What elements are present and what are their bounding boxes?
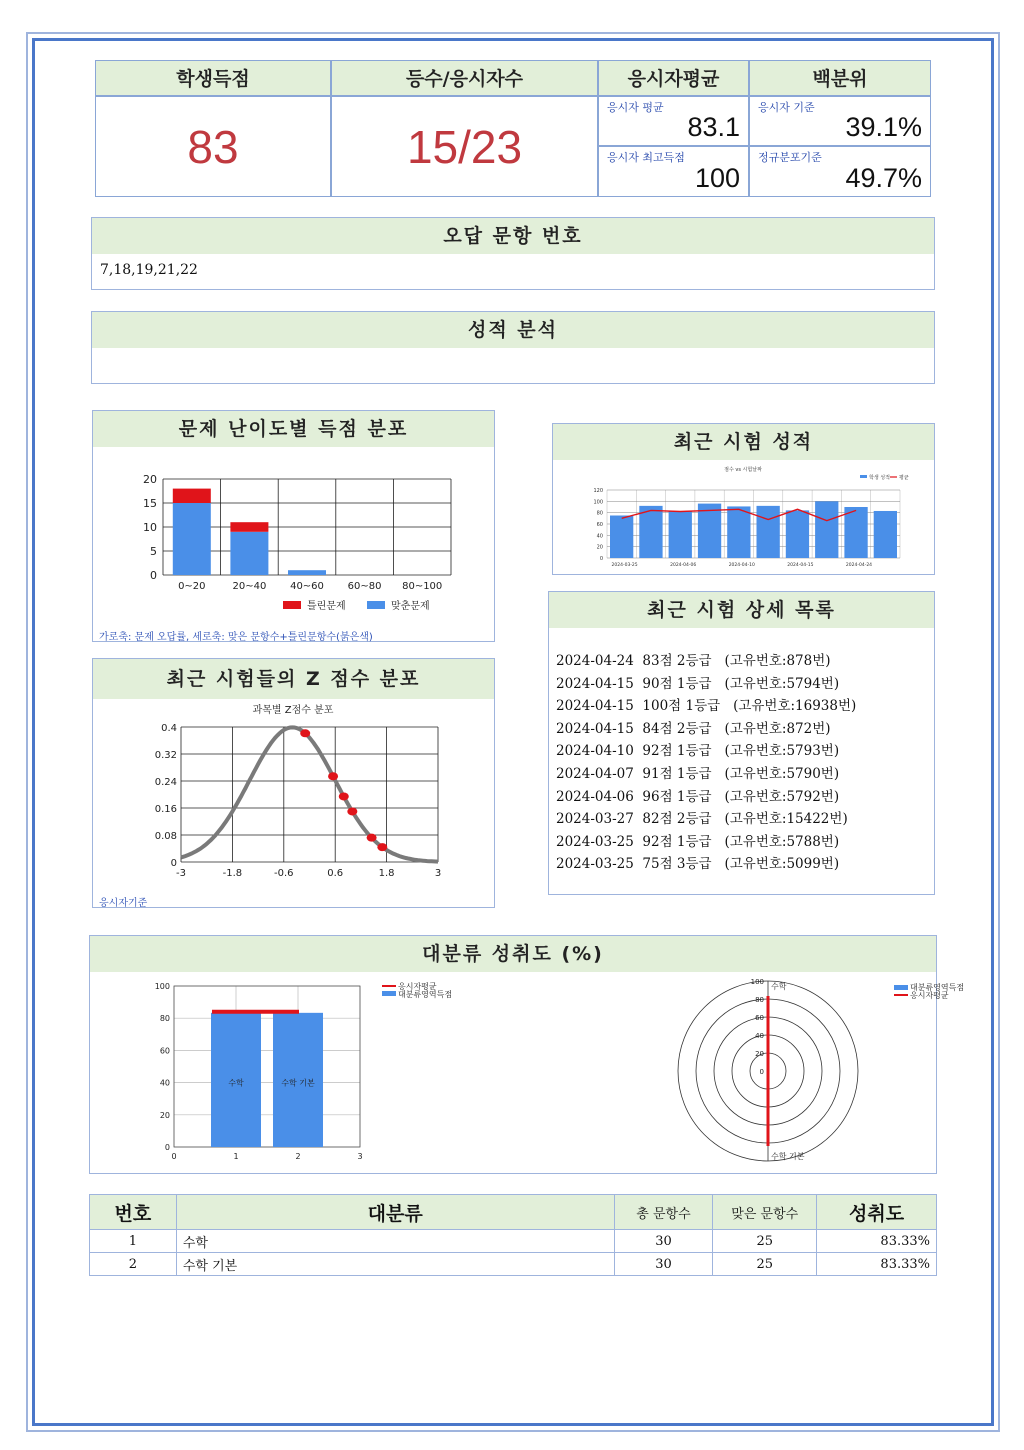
wrong-answers-list: 7,18,19,21,22 [100, 262, 198, 278]
norm-label: 정규분포기준 [758, 151, 822, 164]
x-tick-label: 2024-04-10 [728, 563, 755, 568]
row-name: 수학 기본 [176, 1253, 614, 1276]
avg-label: 응시자 평균 [607, 101, 664, 114]
legend-label: 대분류영역득점 [398, 990, 453, 999]
zscore-chart [93, 701, 494, 883]
list-item: 2024-04-15 84점 2등급 (고유번호:872번) [556, 720, 831, 737]
list-item: 2024-04-15 100점 1등급 (고유번호:16938번) [556, 698, 857, 715]
data-point [367, 834, 377, 842]
chart-title: 과목별 Z점수 분포 [252, 705, 334, 716]
x-tick-label: 2024-04-24 [845, 563, 873, 568]
header-percentile: 백분위 [749, 60, 931, 96]
y-tick-label: 0.4 [161, 723, 177, 734]
legend-label: 응시자평균 [398, 982, 437, 991]
legend-label: 학생 성적 [869, 475, 890, 481]
r-tick-label: 40 [755, 1032, 764, 1040]
rank-value: 15/23 [331, 96, 598, 197]
table-row [90, 1253, 937, 1276]
x-tick-label: 2024-03-25 [611, 563, 638, 568]
recent-title: 최근 시험 성적 [553, 424, 934, 460]
recent-section [552, 423, 935, 575]
data-point [347, 807, 357, 815]
y-tick-label: 80 [159, 1014, 170, 1024]
difficulty-caption: 가로축: 문제 오답률, 세로축: 맞은 문항수+틀린문항수(붉은색) [99, 632, 373, 643]
y-tick-label: 0 [150, 569, 157, 582]
category-section [89, 935, 965, 1174]
legend-swatch [860, 475, 867, 478]
list-item: 2024-04-24 83점 2등급 (고유번호:878번) [556, 653, 831, 669]
x-tick-label: 2024-04-06 [670, 563, 697, 568]
row-total: 30 [614, 1230, 713, 1253]
legend-swatch [283, 601, 301, 609]
data-point [300, 729, 310, 737]
list-item: 2024-03-25 92점 1등급 (고유번호:5788번) [556, 833, 840, 850]
axis-label: 수학 [771, 982, 787, 991]
difficulty-title: 문제 난이도별 득점 분포 [93, 411, 494, 447]
y-tick-label: 20 [143, 473, 157, 486]
zscore-section [92, 658, 495, 908]
y-tick-label: 120 [593, 488, 603, 494]
bar-label: 수학 [228, 1078, 244, 1088]
legend-label: 틀린문제 [307, 601, 346, 612]
th-total: 총 문항수 [614, 1195, 713, 1230]
row-total: 30 [614, 1253, 713, 1276]
legend-label: 응시자평균 [910, 991, 949, 1000]
y-tick-label: 60 [596, 522, 603, 528]
summary-table [95, 60, 931, 197]
x-tick-label: 0~20 [178, 581, 206, 592]
bar [698, 504, 721, 558]
x-tick-label: 1.8 [378, 868, 395, 879]
y-tick-label: 0 [599, 556, 603, 562]
data-point [328, 772, 338, 780]
r-tick-label: 100 [750, 978, 764, 986]
y-tick-label: 5 [150, 545, 157, 558]
th-correct: 맞은 문항수 [713, 1195, 817, 1230]
avg-cell [598, 96, 749, 146]
max-cell [598, 146, 749, 197]
bar [639, 506, 662, 558]
category-radar-chart [560, 976, 965, 1166]
category-title: 대분류 성취도 (%) [90, 936, 936, 972]
x-tick-label: 0.6 [327, 868, 344, 879]
x-tick-label: 3 [357, 1152, 363, 1161]
normal-curve [181, 727, 438, 861]
bar [815, 501, 838, 558]
max-value: 100 [694, 163, 740, 193]
bar [173, 489, 211, 503]
r-tick-label: 20 [755, 1050, 764, 1058]
data-point [377, 843, 387, 851]
recent-chart [553, 462, 934, 574]
y-tick-label: 40 [159, 1078, 170, 1088]
y-tick-label: 100 [593, 499, 603, 506]
wrong-answers-title: 오답 문항 번호 [92, 218, 934, 254]
x-tick-label: 2 [295, 1152, 301, 1161]
category-table-header [90, 1195, 937, 1230]
row-correct: 25 [713, 1253, 817, 1276]
r-tick-label: 80 [755, 996, 764, 1004]
row-rate: 83.33% [817, 1253, 937, 1276]
list-item: 2024-04-15 90점 1등급 (고유번호:5794번) [556, 675, 840, 692]
bar [230, 522, 268, 532]
data-point [339, 792, 349, 800]
x-tick-label: 3 [434, 868, 442, 879]
pct-label: 응시자 기준 [758, 101, 815, 114]
bar-label: 수학 기본 [281, 1078, 315, 1088]
y-tick-label: 60 [159, 1046, 170, 1056]
list-item: 2024-04-10 92점 1등급 (고유번호:5793번) [556, 743, 840, 760]
bar [757, 506, 780, 558]
y-tick-label: 40 [596, 533, 603, 540]
x-tick-label: -1.8 [222, 868, 243, 879]
th-no: 번호 [90, 1195, 177, 1230]
pct-value: 39.1% [845, 112, 922, 142]
list-item: 2024-04-07 91점 1등급 (고유번호:5790번) [556, 765, 840, 782]
difficulty-section [92, 410, 495, 642]
legend-swatch [367, 601, 385, 609]
pct-cell [749, 96, 931, 146]
y-tick-label: 0 [164, 1143, 170, 1152]
legend-swatch [894, 985, 908, 990]
header-rank: 등수/응시자수 [331, 60, 598, 96]
bar [669, 512, 692, 558]
list-item: 2024-03-25 75점 3등급 (고유번호:5099번) [556, 856, 840, 873]
avg-value: 83.1 [687, 112, 740, 142]
list-item: 2024-04-06 96점 1등급 (고유번호:5792번) [556, 788, 840, 805]
legend-label: 대분류영역득점 [910, 983, 965, 992]
row-rate: 83.33% [817, 1230, 937, 1253]
header-average: 응시자평균 [598, 60, 749, 96]
detail-title: 최근 시험 상세 목록 [549, 592, 934, 628]
row-no: 1 [90, 1230, 177, 1253]
y-tick-label: 0.24 [154, 777, 177, 788]
y-tick-label: 0.16 [154, 804, 177, 815]
norm-cell [749, 146, 931, 197]
bar [610, 516, 633, 559]
legend-swatch [382, 991, 396, 996]
table-row [90, 1230, 937, 1253]
legend-label: 평균 [899, 475, 909, 481]
x-tick-label: 80~100 [402, 581, 443, 592]
zscore-caption: 응시자기준 [99, 898, 148, 909]
row-correct: 25 [713, 1230, 817, 1253]
student-score: 83 [95, 96, 331, 197]
row-no: 2 [90, 1253, 177, 1276]
axis-label: 수학 기본 [771, 1152, 805, 1161]
x-tick-label: -3 [176, 868, 186, 879]
r-tick-label: 0 [759, 1068, 764, 1076]
chart-title: 점수 vs 시험날짜 [724, 467, 762, 473]
category-bar-chart [130, 976, 510, 1166]
legend-label: 맞춘문제 [391, 601, 430, 612]
bar [288, 570, 326, 575]
header-score: 학생득점 [95, 60, 331, 96]
r-tick-label: 60 [755, 1014, 764, 1022]
bar [727, 506, 750, 558]
x-tick-label: 60~80 [347, 581, 382, 592]
zscore-title: 최근 시험들의 Z 점수 분포 [93, 659, 494, 699]
bar [844, 507, 867, 558]
y-tick-label: 20 [159, 1110, 170, 1120]
x-tick-label: 20~40 [232, 581, 267, 592]
analysis-title: 성적 분석 [92, 312, 934, 348]
bar [173, 503, 211, 575]
y-tick-label: 15 [143, 497, 157, 510]
y-tick-label: 20 [596, 544, 603, 551]
row-name: 수학 [176, 1230, 614, 1253]
norm-value: 49.7% [845, 163, 922, 193]
detail-list [556, 650, 856, 876]
x-tick-label: 0 [171, 1152, 177, 1161]
y-tick-label: 0.32 [154, 750, 177, 761]
category-table [89, 1194, 937, 1276]
difficulty-chart [93, 451, 494, 621]
detail-section [548, 591, 935, 895]
x-tick-label: 1 [233, 1152, 239, 1161]
y-tick-label: 80 [596, 510, 603, 517]
x-tick-label: 40~60 [290, 581, 324, 592]
list-item: 2024-03-27 82점 2등급 (고유번호:15422번) [556, 811, 848, 828]
max-label: 응시자 최고득점 [607, 151, 685, 164]
y-tick-label: 0.08 [154, 831, 177, 842]
bar [230, 532, 268, 575]
y-tick-label: 0 [170, 858, 177, 869]
x-tick-label: 2024-04-15 [787, 563, 814, 568]
wrong-answers-section [91, 217, 935, 290]
y-tick-label: 10 [143, 521, 157, 534]
analysis-section [91, 311, 935, 384]
x-tick-label: -0.6 [274, 868, 294, 879]
th-rate: 성취도 [817, 1195, 937, 1230]
bar [874, 511, 897, 558]
th-category: 대분류 [176, 1195, 614, 1230]
bar [786, 510, 809, 558]
y-tick-label: 100 [154, 982, 170, 991]
